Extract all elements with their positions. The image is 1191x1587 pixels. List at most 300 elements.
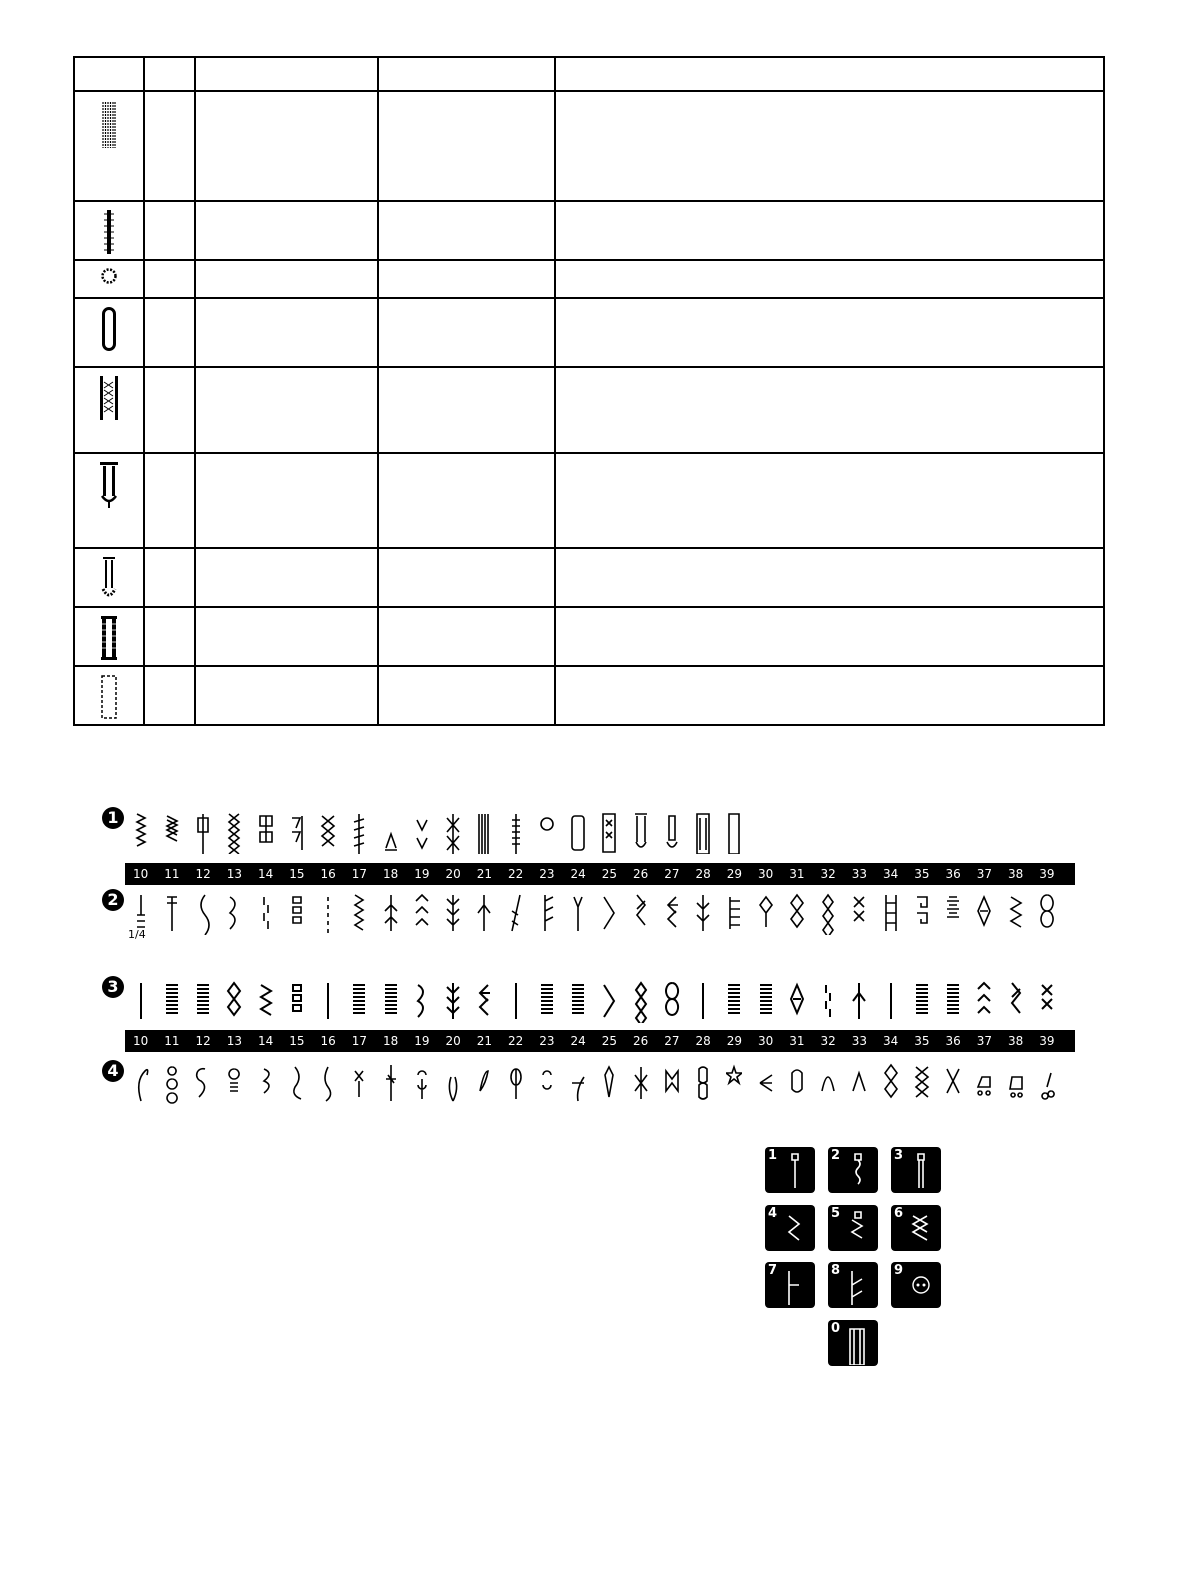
bar-1-icon — [125, 976, 156, 1026]
stitch-number-21: 21 — [476, 1034, 493, 1048]
flower-stem-glyph — [386, 1065, 396, 1101]
arrow-left-icon — [656, 888, 687, 938]
snowflake-glyph — [635, 1067, 647, 1099]
sawtooth-glyph — [916, 985, 928, 1013]
oval-fill-glyph — [1041, 895, 1053, 927]
keyhole-buttonhole-icon — [75, 454, 143, 508]
zig-chain-icon — [688, 976, 719, 1026]
comb-glyph — [730, 897, 740, 929]
stitch-number-22: 22 — [507, 1034, 524, 1048]
ball-chain-icon — [656, 976, 687, 1026]
double-arrow-icon — [625, 888, 656, 938]
snail-icon — [188, 1058, 219, 1108]
sawtooth-icon — [906, 976, 937, 1026]
cherries-icon — [1031, 1058, 1062, 1108]
tulip-icon — [469, 1058, 500, 1108]
stitch-number-21: 21 — [476, 867, 493, 881]
hourglass-icon — [438, 976, 469, 1026]
triple-zigzag-icon — [156, 807, 187, 857]
keyhole-glyph — [635, 814, 647, 847]
stitch-number-11: 11 — [164, 1034, 180, 1048]
x-cross-glyph — [447, 814, 459, 854]
dots-icon — [313, 888, 344, 938]
table-row — [74, 201, 1104, 260]
panel-marker-3: 3 — [102, 976, 124, 998]
stitch-number-20: 20 — [445, 867, 461, 881]
stars-glyph — [726, 1067, 742, 1083]
moon-left-glyph — [228, 983, 240, 1015]
key-number: 5 — [831, 1206, 841, 1221]
dots-column-icon — [469, 976, 500, 1026]
tapered-glyph — [667, 816, 677, 847]
paisley-icon — [125, 1058, 156, 1108]
pineapple-icon — [594, 1058, 625, 1108]
stitch-number-27: 27 — [664, 1034, 680, 1048]
bar-2-icon — [156, 976, 187, 1026]
tapered-buttonhole-icon — [75, 549, 143, 601]
clover-glyph — [418, 1071, 426, 1099]
swirl-icon — [250, 1058, 281, 1108]
blindhem-icon — [281, 807, 312, 857]
stitch-key-3[interactable] — [891, 1147, 941, 1193]
bow-tie-icon — [656, 1058, 687, 1108]
double-diamond-x-icon — [875, 1058, 906, 1108]
double-diamond-x-glyph — [885, 1065, 897, 1097]
stitch-number-11: 11 — [164, 867, 180, 881]
stitch-key-8[interactable] — [828, 1262, 878, 1308]
lattice-glyph — [916, 1067, 928, 1097]
buttonhole-round-icon — [75, 299, 143, 351]
buttonhole-button-icon — [188, 807, 219, 857]
leaf-pair-icon — [406, 976, 437, 1026]
butterfly-icon — [531, 1058, 562, 1108]
zig-dense-glyph — [791, 985, 803, 1013]
bartack-glyph — [512, 814, 520, 854]
stitch-key-9[interactable] — [891, 1262, 941, 1308]
stitch-number-32: 32 — [820, 867, 836, 881]
stitch-number-17: 17 — [351, 1034, 368, 1048]
spiral-leaf-glyph — [229, 1069, 239, 1091]
wave-double-icon — [281, 976, 312, 1026]
stitch-number-39: 39 — [1039, 1034, 1055, 1048]
stitch-number-23: 23 — [539, 1034, 555, 1048]
seahorse-icon — [281, 1058, 312, 1108]
table-row — [74, 453, 1104, 548]
stitch-number-36: 36 — [945, 867, 961, 881]
stitch-key-0[interactable] — [828, 1320, 878, 1366]
stitch-row-3 — [125, 976, 1075, 1026]
stitch-number-35: 35 — [914, 867, 930, 881]
zigzag-feather-icon — [344, 888, 375, 938]
pineapple-glyph — [605, 1067, 613, 1097]
bow-icon — [344, 1058, 375, 1108]
hearts-glyph — [699, 1067, 707, 1099]
table-row — [74, 260, 1104, 298]
slant-3-glyph — [636, 983, 646, 1023]
triple-straight-key-icon — [909, 1152, 933, 1192]
dense-hole-icon — [688, 807, 719, 857]
stretch-box-glyph — [260, 816, 272, 842]
stitch-number-29: 29 — [726, 1034, 743, 1048]
stitch-number-34: 34 — [882, 1034, 899, 1048]
diamond-icon — [750, 888, 781, 938]
butterfly-glyph — [543, 1071, 551, 1089]
ladder-icon — [875, 888, 906, 938]
stitch-number-36: 36 — [945, 1034, 961, 1048]
honeycomb-glyph — [229, 814, 239, 854]
stitch-number-29: 29 — [726, 867, 743, 881]
stitch-number-34: 34 — [882, 867, 899, 881]
honeycomb-icon — [219, 807, 250, 857]
slant-2-glyph — [604, 985, 614, 1017]
triple-diamond-icon — [813, 888, 844, 938]
cross-dense-glyph — [853, 983, 865, 1019]
arrow-lean-glyph — [512, 895, 520, 931]
header-cell — [74, 57, 144, 91]
dense-hole-glyph — [697, 814, 709, 854]
crescent-glyph — [728, 985, 740, 1013]
snail-glyph — [197, 1069, 205, 1097]
candy-icon — [781, 1058, 812, 1108]
stitch-number-12: 12 — [195, 1034, 211, 1048]
paisley-glyph — [138, 1070, 147, 1101]
bow-glyph — [355, 1071, 363, 1097]
quarter-inch-glyph — [167, 897, 177, 931]
x-dense-icon — [813, 976, 844, 1026]
stitch-number-17: 17 — [351, 867, 368, 881]
stitch-number-10: 10 — [132, 1034, 149, 1048]
key-number: 9 — [894, 1263, 904, 1278]
stitch-number-20: 20 — [445, 1034, 461, 1048]
darning-icon — [469, 807, 500, 857]
stitch-number-39: 39 — [1039, 867, 1055, 881]
x-chain-glyph — [854, 897, 864, 921]
slant-1-icon — [563, 976, 594, 1026]
crescent-icon — [719, 976, 750, 1026]
key-number: 7 — [768, 1263, 778, 1278]
car-2-glyph — [1010, 1077, 1022, 1097]
chevron-open-glyph — [604, 897, 614, 929]
keyhole-icon — [625, 807, 656, 857]
basting-box-glyph — [729, 814, 739, 854]
ball-chain-glyph — [666, 983, 678, 1015]
table-row — [74, 666, 1104, 725]
lean-y-glyph — [574, 897, 582, 931]
x-dense-glyph — [826, 985, 830, 1017]
stitch-number-14: 14 — [257, 1034, 274, 1048]
quarter-inch-label: 1/4 — [128, 928, 146, 941]
wave-s-icon — [250, 976, 281, 1026]
stitch-number-37: 37 — [976, 867, 993, 881]
arrow-left-glyph — [668, 897, 678, 927]
key-number: 6 — [894, 1206, 904, 1221]
zigzag-key-icon — [783, 1210, 807, 1250]
basting-box-icon — [719, 807, 750, 857]
stretch-box-icon — [250, 807, 281, 857]
stitch-key-6[interactable] — [891, 1205, 941, 1251]
cross-block-icon — [594, 807, 625, 857]
lantern-icon — [500, 1058, 531, 1108]
stitch-number-31: 31 — [789, 867, 805, 881]
scroll-glyph — [167, 1067, 177, 1103]
feather-leaf-icon — [750, 976, 781, 1026]
stitch-key-2[interactable] — [828, 1147, 878, 1193]
bar-2-glyph — [166, 985, 178, 1013]
triangles-glyph — [978, 983, 990, 1013]
zig-dense-icon — [781, 976, 812, 1026]
stitch-number-16: 16 — [320, 1034, 336, 1048]
hexagon-chain-glyph — [1012, 983, 1020, 1013]
quarter-inch-icon — [156, 888, 187, 938]
leaf-arc-icon — [813, 1058, 844, 1108]
tulip-glyph — [480, 1071, 488, 1091]
key-number: 1 — [768, 1148, 778, 1163]
floral-spray-icon — [438, 1058, 469, 1108]
stitch-row-4 — [125, 1058, 1075, 1108]
bartack-icon — [75, 202, 143, 254]
big-x-icon — [938, 1058, 969, 1108]
panel-marker-1: 1 — [102, 807, 124, 829]
slant-3-icon — [625, 976, 656, 1026]
hexagon-chain-icon — [1000, 976, 1031, 1026]
stitch-number-31: 31 — [789, 1034, 805, 1048]
dots-column-glyph — [480, 985, 490, 1015]
car-glyph — [978, 1077, 990, 1095]
box-ladder-icon — [875, 976, 906, 1026]
zigzag-icon — [125, 807, 156, 857]
cross-stitch-block-icon — [75, 368, 143, 420]
side-branch-icon — [531, 888, 562, 938]
feather-icon — [344, 807, 375, 857]
stitch-number-13: 13 — [226, 1034, 243, 1048]
key-number: 8 — [831, 1263, 841, 1278]
stitch-number-23: 23 — [539, 867, 555, 881]
stitch-number-13: 13 — [226, 867, 243, 881]
stitch-key-7[interactable] — [765, 1262, 815, 1308]
button-sew-key-icon — [909, 1267, 933, 1307]
stitch-number-24: 24 — [570, 867, 586, 881]
table-row — [74, 367, 1104, 453]
stitch-number-16: 16 — [320, 867, 336, 881]
burst-glyph — [760, 1075, 772, 1091]
stitch-spec-table — [73, 56, 1105, 726]
round-buttonhole-icon — [563, 807, 594, 857]
arrow-up-icon — [375, 888, 406, 938]
asterisk-glyph — [1042, 985, 1052, 1009]
wave-stitch-key-icon — [846, 1152, 870, 1192]
stitch-number-12: 12 — [195, 867, 211, 881]
half-moon-icon — [313, 976, 344, 1026]
table-header-row — [74, 57, 1104, 91]
diamond-fill-glyph — [978, 897, 990, 925]
stitch-number-37: 37 — [976, 1034, 993, 1048]
slant-1-glyph — [572, 985, 584, 1013]
key-number: 3 — [894, 1148, 904, 1163]
seahorse-glyph — [294, 1067, 301, 1099]
big-x-glyph — [947, 1069, 959, 1093]
cross-zigzag-key-icon — [909, 1210, 933, 1250]
cross-dense-icon — [844, 976, 875, 1026]
double-diamond-glyph — [791, 895, 803, 927]
scroll-icon — [156, 1058, 187, 1108]
arrow-block-glyph — [541, 985, 553, 1013]
stitch-number-15: 15 — [289, 867, 305, 881]
blindhem-key-icon — [783, 1267, 807, 1307]
triple-zigzag-glyph — [167, 816, 177, 841]
oval-fill-icon — [1031, 888, 1062, 938]
stitch-number-35: 35 — [914, 1034, 930, 1048]
spiral-leaf-icon — [219, 1058, 250, 1108]
double-diamond-icon — [781, 888, 812, 938]
panel-marker-4: 4 — [102, 1060, 124, 1082]
overlock-a-glyph — [385, 834, 397, 850]
multi-zigzag-key-icon — [846, 1210, 870, 1250]
diamonds-chain-icon — [938, 976, 969, 1026]
triple-down-icon — [688, 888, 719, 938]
stitch-number-33: 33 — [851, 1034, 868, 1048]
panel-marker-2: 2 — [102, 889, 124, 911]
buttonhole-key-icon — [846, 1325, 870, 1365]
arrow-triple-glyph — [447, 895, 459, 931]
burst-icon — [750, 1058, 781, 1108]
key-number: 4 — [768, 1206, 778, 1221]
curve-s-icon — [188, 888, 219, 938]
table-row — [74, 298, 1104, 367]
curve-c-glyph — [230, 897, 235, 929]
straight-stitch-key-icon — [783, 1152, 807, 1192]
number-bar-top — [125, 863, 1075, 885]
key-number: 2 — [831, 1148, 841, 1163]
striped-ladder-icon — [938, 888, 969, 938]
stair-block-glyph — [293, 897, 301, 923]
branch-glyph — [572, 1077, 584, 1101]
triangles-icon — [969, 976, 1000, 1026]
chevron-open-icon — [594, 888, 625, 938]
arrow-up-glyph — [385, 895, 397, 931]
stitch-number-30: 30 — [757, 1034, 774, 1048]
car-2-icon — [1000, 1058, 1031, 1108]
flower-stem-icon — [375, 1058, 406, 1108]
stitch-number-27: 27 — [664, 867, 680, 881]
stair-block-icon — [281, 888, 312, 938]
greek-key-icon — [906, 888, 937, 938]
key-number: 0 — [831, 1321, 841, 1336]
leaf-pair-glyph — [418, 985, 423, 1017]
candy-glyph — [792, 1070, 802, 1092]
header-cell — [195, 57, 378, 91]
stitch-key-1[interactable] — [765, 1147, 815, 1193]
tapered-icon — [656, 807, 687, 857]
blindhem-glyph — [292, 816, 302, 850]
bar-3-icon — [188, 976, 219, 1026]
zig-fill-glyph — [1011, 897, 1021, 927]
darning-stitch-icon — [75, 92, 143, 150]
stitch-number-19: 19 — [414, 867, 430, 881]
stitch-number-22: 22 — [507, 867, 524, 881]
basting-rectangle-icon — [75, 667, 143, 719]
snowflake-icon — [625, 1058, 656, 1108]
eyelet-glyph — [541, 818, 553, 830]
side-branch-glyph — [545, 895, 553, 931]
eyelet-icon — [531, 807, 562, 857]
arrow-triple-icon — [438, 888, 469, 938]
x-chain-icon — [844, 888, 875, 938]
arrow-chevron-glyph — [416, 895, 428, 925]
overlock-a-icon — [375, 807, 406, 857]
bow-tie-glyph — [666, 1071, 678, 1091]
curve-c-icon — [219, 888, 250, 938]
lantern-glyph — [511, 1069, 521, 1099]
feather-glyph — [354, 814, 364, 854]
stars-icon — [719, 1058, 750, 1108]
comb-icon — [719, 888, 750, 938]
branch-icon — [563, 1058, 594, 1108]
stitch-number-32: 32 — [820, 1034, 836, 1048]
stair-dash-icon — [250, 888, 281, 938]
hearts-icon — [688, 1058, 719, 1108]
round-buttonhole-glyph — [572, 816, 584, 850]
header-cell — [378, 57, 555, 91]
stitch-number-18: 18 — [382, 867, 399, 881]
ladder-glyph — [886, 895, 896, 931]
slant-2-icon — [594, 976, 625, 1026]
fan-glyph — [353, 985, 365, 1013]
overlock-b-glyph — [417, 820, 427, 848]
table-row — [74, 91, 1104, 201]
zigzag-feather-glyph — [355, 895, 363, 930]
arrow-single-icon — [469, 888, 500, 938]
darning-glyph — [479, 814, 488, 854]
curve-s-glyph — [201, 895, 209, 935]
asterisk-icon — [1031, 976, 1062, 1026]
cross-block-glyph — [603, 814, 615, 852]
buttonhole-button-glyph — [198, 814, 208, 854]
zig-fill-icon — [1000, 888, 1031, 938]
triangle-arc-icon — [844, 1058, 875, 1108]
step-block-icon — [500, 976, 531, 1026]
arrow-block-icon — [531, 976, 562, 1026]
greek-key-glyph — [917, 897, 927, 923]
x-cross-icon — [438, 807, 469, 857]
wave-double-glyph — [293, 985, 301, 1011]
stitch-number-26: 26 — [632, 1034, 649, 1048]
feather-leaf-glyph — [760, 985, 772, 1013]
fan-icon — [344, 976, 375, 1026]
arrow-single-glyph — [478, 895, 490, 931]
car-icon — [969, 1058, 1000, 1108]
stitch-number-33: 33 — [851, 867, 868, 881]
lattice-icon — [906, 1058, 937, 1108]
double-arrow-glyph — [637, 895, 645, 925]
stitch-number-38: 38 — [1007, 1034, 1024, 1048]
stitch-number-28: 28 — [695, 1034, 711, 1048]
stitch-number-38: 38 — [1007, 867, 1024, 881]
hook-glyph — [325, 1067, 331, 1101]
stitch-number-19: 19 — [414, 1034, 430, 1048]
swirl-glyph — [264, 1069, 269, 1093]
triple-diamond-glyph — [823, 895, 833, 935]
stitch-key-5[interactable] — [828, 1205, 878, 1251]
diamond-fill-icon — [969, 888, 1000, 938]
cross-hatch-icon — [313, 807, 344, 857]
bartack-icon — [500, 807, 531, 857]
stretch-blind-key-icon — [846, 1267, 870, 1307]
triangle-arc-glyph — [853, 1073, 865, 1091]
stitch-key-4[interactable] — [765, 1205, 815, 1251]
stitch-number-18: 18 — [382, 1034, 399, 1048]
stitch-number-26: 26 — [632, 867, 649, 881]
lean-y-icon — [563, 888, 594, 938]
